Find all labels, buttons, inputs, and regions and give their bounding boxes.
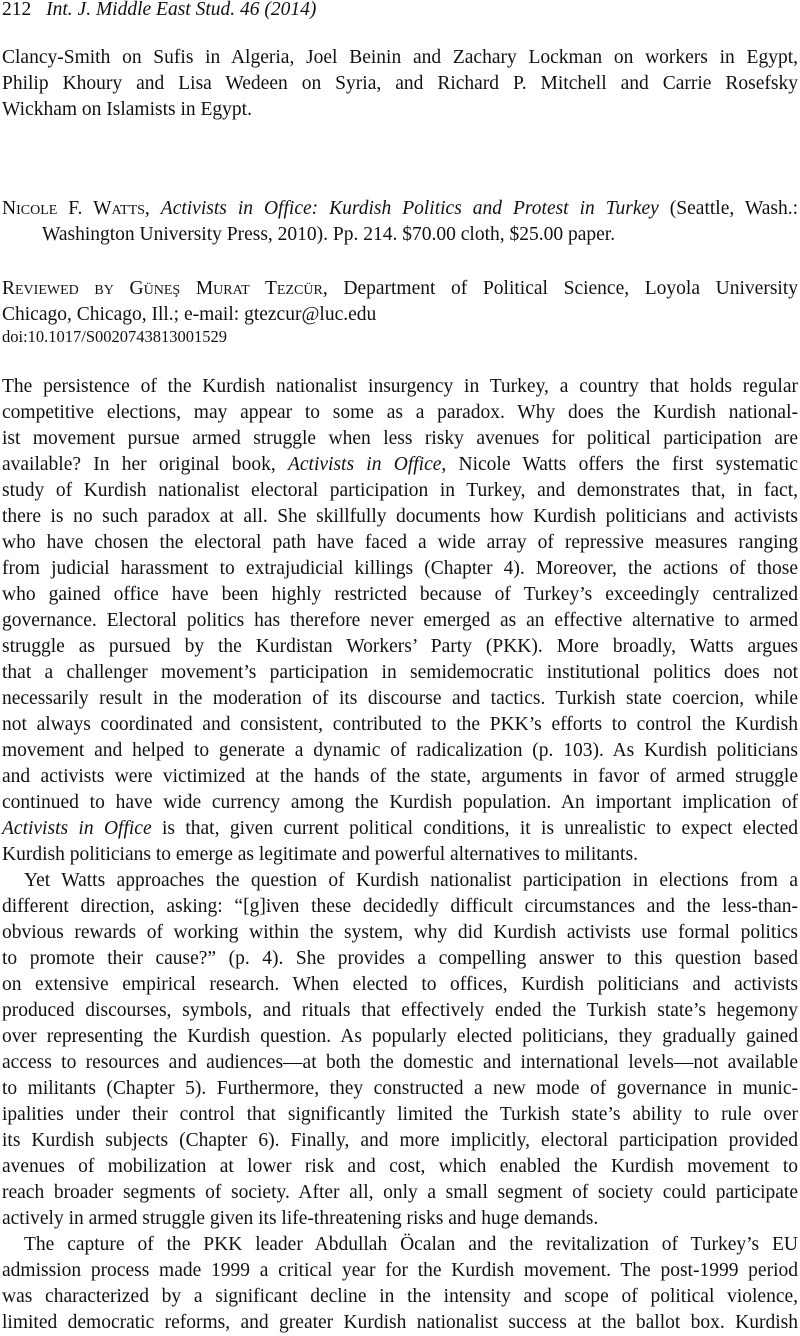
citation-line bbox=[2, 196, 798, 222]
text-line: who gained office have been highly restricted because of Turkey’s exceedingly centralized bbox=[2, 584, 798, 605]
text-line: to promote their cause?” (p. 4). She provides a compelling answer to this question based bbox=[2, 948, 798, 969]
reviewer-name: Reviewed by Güneş Murat Tezcür, bbox=[2, 278, 328, 299]
book-title: Activists in Office bbox=[287, 454, 442, 475]
page-number: 212 bbox=[2, 0, 32, 20]
journal-title: Int. J. Middle East Stud. 46 (2014) bbox=[46, 0, 317, 20]
reviewer-info bbox=[2, 276, 798, 328]
text-line: available? In her original book, Activists in Office, Nicole Watts offers the first systematic bbox=[2, 454, 799, 475]
text-line: and activists were victimized at the hands of the state, arguments in favor of armed struggle bbox=[2, 766, 798, 787]
carryover-paragraph bbox=[2, 45, 798, 123]
running-header bbox=[2, 0, 798, 23]
text-line: to militants (Chapter 5). Furthermore, they constructed a new mode of governance in munic- bbox=[2, 1078, 798, 1099]
text-line: study of Kurdish nationalist electoral participation in Turkey, and demonstrates that, in fact, bbox=[2, 480, 798, 501]
text-line: not always coordinated and consistent, contributed to the PKK’s efforts to control the Kurdish bbox=[2, 714, 798, 735]
text-line: that a challenger movement’s participation in semidemocratic institutional politics does not bbox=[2, 662, 798, 683]
text-line: reach broader segments of society. After all, only a small segment of society could participate bbox=[2, 1182, 798, 1203]
text-line: avenues of mobilization at lower risk and cost, which enabled the Kurdish movement to bbox=[2, 1156, 798, 1177]
reviewer-line: Chicago, Chicago, Ill.; e-mail: gtezcur@luc.edu bbox=[2, 304, 377, 325]
book-citation bbox=[2, 196, 798, 248]
text-line: who have chosen the electoral path have faced a wide array of repressive measures ranging bbox=[2, 532, 798, 553]
text-line: actively in armed struggle given its life-threatening risks and huge demands. bbox=[2, 1208, 599, 1229]
text-line: governance. Electoral politics has therefore never emerged as an effective alternative to armed bbox=[2, 610, 798, 631]
text-line: ipalities under their control that significantly limited the Turkish state’s ability to rule over bbox=[2, 1104, 798, 1125]
reviewer-affiliation: Department of Political Science, Loyola University bbox=[343, 278, 798, 299]
text-line: admission process made 1999 a critical year for the Kurdish movement. The post-1999 period bbox=[2, 1260, 798, 1281]
text-line: Activists in Office is that, given current political conditions, it is unrealistic to expect elected bbox=[2, 818, 799, 839]
text-line: continued to have wide currency among the Kurdish population. An important implication of bbox=[2, 792, 798, 813]
text-line: Philip Khoury and Lisa Wedeen on Syria, and Richard P. Mitchell and Carrie Rosefsky bbox=[2, 73, 798, 94]
text-line: its Kurdish subjects (Chapter 6). Finally, and more implicitly, electoral participation provided bbox=[2, 1130, 798, 1151]
doi: doi:10.1017/S0020743813001529 bbox=[2, 327, 228, 346]
citation-line: Washington University Press, 2010). Pp. 214. $70.00 cloth, $25.00 paper. bbox=[42, 224, 616, 245]
text-line: over representing the Kurdish question. As popularly elected politicians, they gradually gained bbox=[2, 1026, 798, 1047]
text-line: produced discourses, symbols, and rituals that effectively ended the Turkish state’s hegemony bbox=[2, 1000, 798, 1021]
text-line: Yet Watts approaches the question of Kurdish nationalist participation in elections from a bbox=[24, 870, 798, 891]
text-line: Clancy-Smith on Sufis in Algeria, Joel Beinin and Zachary Lockman on workers in Egypt, bbox=[2, 47, 798, 68]
text-line: movement and helped to generate a dynamic of radicalization (p. 103). As Kurdish politicians bbox=[2, 740, 798, 761]
text-line: struggle as pursued by the Kurdistan Workers’ Party (PKK). More broadly, Watts argues bbox=[2, 636, 798, 657]
text-line: Wickham on Islamists in Egypt. bbox=[2, 99, 252, 120]
text-line: Kurdish politicians to emerge as legitimate and powerful alternatives to militants. bbox=[2, 844, 638, 865]
text-line: access to resources and audiences—at both the domestic and international levels—not available bbox=[2, 1052, 798, 1073]
text-line: The persistence of the Kurdish nationalist insurgency in Turkey, a country that holds regular bbox=[2, 376, 798, 397]
text-line: The capture of the PKK leader Abdullah Öcalan and the revitalization of Turkey’s EU bbox=[24, 1234, 798, 1255]
book-author: Nicole F. Watts, bbox=[2, 198, 150, 219]
review-body bbox=[2, 374, 798, 1336]
text-line: different direction, asking: “[g]iven these decidedly difficult circumstances and the less-than- bbox=[2, 896, 798, 917]
text-line: competitive elections, may appear to some as a paradox. Why does the Kurdish national- bbox=[2, 402, 798, 423]
text-line: ist movement pursue armed struggle when less risky avenues for political participation are bbox=[2, 428, 798, 449]
text-line: limited democratic reforms, and greater Kurdish nationalist success at the ballot box. Kurdish bbox=[2, 1312, 798, 1333]
text-line: was characterized by a significant decline in the intensity and scope of political violence, bbox=[2, 1286, 798, 1307]
reviewer-line bbox=[2, 276, 798, 302]
text-line: there is no such paradox at all. She skillfully documents how Kurdish politicians and activists bbox=[2, 506, 798, 527]
publication-info: (Seattle, Wash.: bbox=[669, 198, 798, 219]
text-line: necessarily result in the moderation of its discourse and tactics. Turkish state coercion, while bbox=[2, 688, 798, 709]
text-line: from judicial harassment to extrajudicial killings (Chapter 4). Moreover, the actions of those bbox=[2, 558, 798, 579]
book-title: Activists in Office bbox=[2, 818, 152, 839]
text-line: obvious rewards of working within the system, why did Kurdish activists use formal politics bbox=[2, 922, 798, 943]
text-line: on extensive empirical research. When elected to offices, Kurdish politicians and activists bbox=[2, 974, 798, 995]
book-title: Activists in Office: Kurdish Politics and Protest in Turkey bbox=[160, 198, 659, 219]
